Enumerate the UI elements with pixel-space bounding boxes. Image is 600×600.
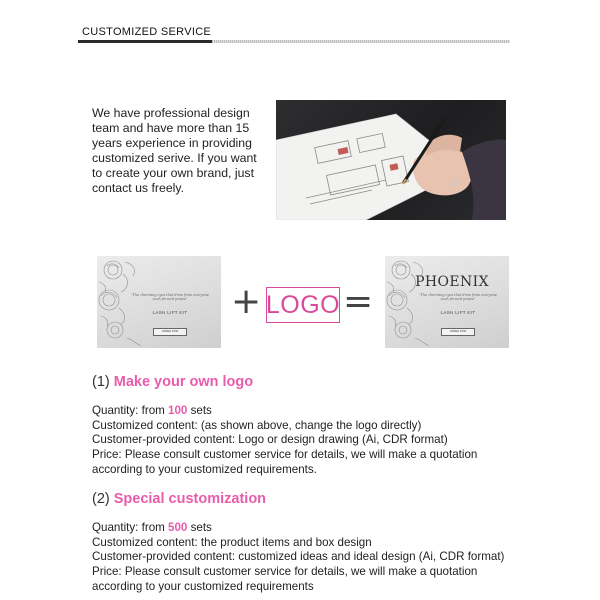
- detail-line: Customized content: (as shown above, change the logo directly): [92, 418, 422, 432]
- intro-line: contact us freely.: [92, 181, 185, 195]
- detail-line: according to your customized requirements.: [92, 462, 317, 476]
- card-kit-label: LASH LIFT KIT: [152, 310, 188, 315]
- quantity-value: 100: [168, 404, 188, 417]
- equals-icon: =: [343, 281, 374, 322]
- intro-line: to create your own brand, just: [92, 166, 254, 180]
- detail-line: according to your customized requirements: [92, 579, 314, 593]
- plain-box-mockup: [97, 256, 221, 348]
- branded-box-mockup: [385, 256, 509, 348]
- detail-line: Customer-provided content: Logo or design drawing (Ai, CDR format): [92, 433, 448, 447]
- section-heading: Special customization: [113, 491, 267, 507]
- detail-line: Customized content: the product items and box design: [92, 535, 372, 549]
- section-number: (2): [92, 491, 114, 507]
- card-quote: "The charming eyes that drew from everyone such fervent praise": [131, 293, 209, 301]
- section-details-own-logo: [92, 404, 512, 478]
- card-order-button: ORDER NOW: [153, 328, 187, 336]
- logo-placeholder-text: LOGO: [265, 290, 341, 319]
- section-number: (1): [92, 374, 114, 390]
- header-rule-dark: [78, 40, 212, 43]
- intro-line: customized serive. If you want: [92, 151, 257, 165]
- card-quote: "The charming eyes that drew from everyone such fervent praise": [419, 293, 497, 301]
- logo-placeholder: [266, 287, 340, 323]
- quantity-line: Quantity: from 500 sets: [92, 521, 212, 534]
- section-heading: Make your own logo: [113, 374, 254, 390]
- card-order-button: ORDER NOW: [441, 328, 475, 336]
- section-details-special: [92, 521, 512, 595]
- intro-line: We have professional design: [92, 106, 250, 120]
- quantity-line: Quantity: from 100 sets: [92, 404, 212, 417]
- brand-logo-text: PHOENIX: [415, 274, 489, 290]
- header-rule-light: [212, 40, 510, 43]
- plus-icon: +: [231, 281, 262, 322]
- card-kit-label: LASH LIFT KIT: [440, 310, 476, 315]
- quantity-value: 500: [168, 521, 188, 534]
- detail-line: Price: Please consult customer service for details, we will make a quotation: [92, 448, 478, 462]
- detail-line: Customer-provided content: customized ideas and ideal design (Ai, CDR format): [92, 550, 505, 564]
- section-header: [78, 26, 510, 44]
- design-sketch-photo: [276, 100, 506, 220]
- page-title: CUSTOMIZED SERVICE: [82, 26, 212, 38]
- section-title-special: [92, 491, 266, 507]
- detail-line: Price: Please consult customer service for details, we will make a quotation: [92, 565, 478, 579]
- intro-line: years experience in providing: [92, 136, 252, 150]
- intro-line: team and have more than 15: [92, 121, 250, 135]
- intro-text: [92, 106, 272, 196]
- section-title-own-logo: [92, 374, 253, 390]
